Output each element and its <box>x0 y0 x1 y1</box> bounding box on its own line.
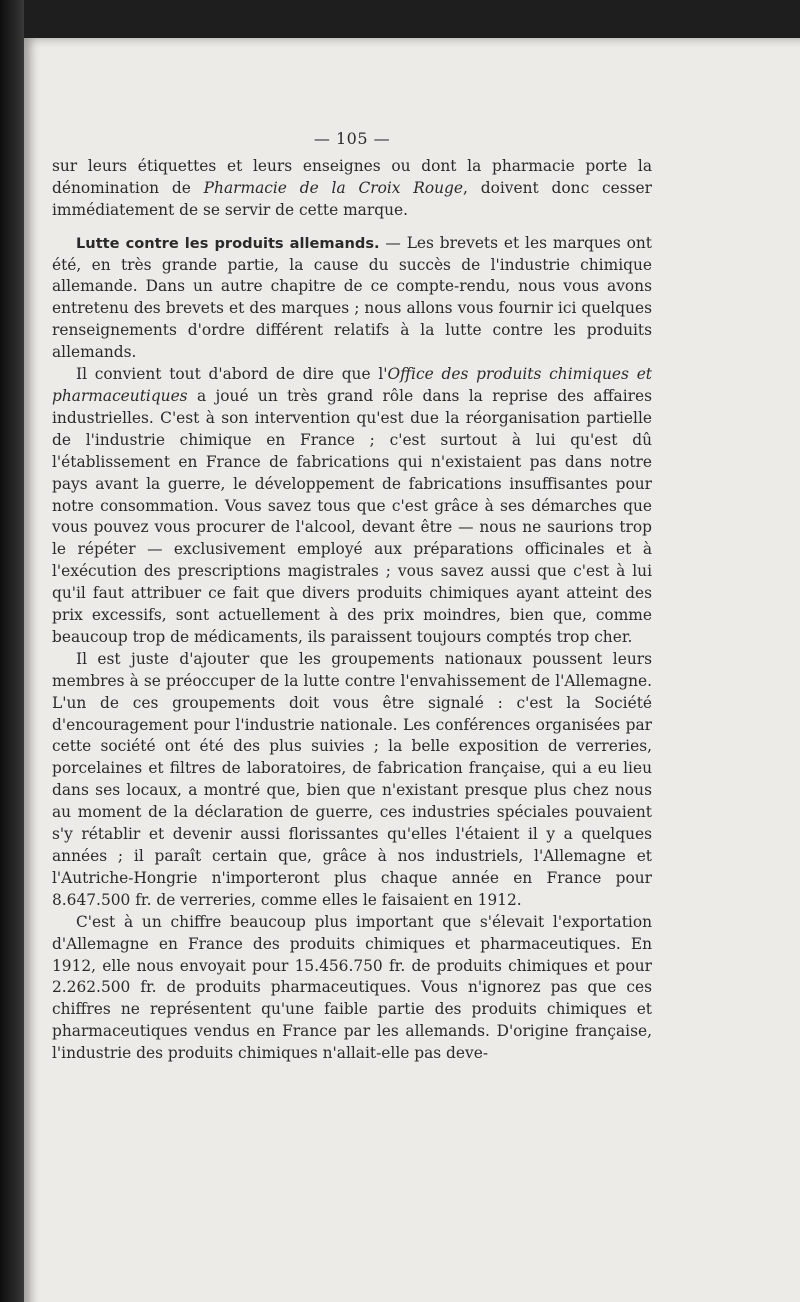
book-binding-edge <box>0 0 24 1302</box>
page-text-block <box>52 128 652 1065</box>
paragraph-4 <box>52 649 652 912</box>
paragraph-1-italic: Pharmacie de la Croix Rouge <box>203 178 464 197</box>
paragraph-2-text: — Les brevets et les marques ont été, en très grande partie, la cause du succès de l'industrie chimique allemande. Dans un autre chapitre de ce compte-rendu, nous vous avons entretenu des brevets et des marques ; nous allons vous fournir ici quelques renseignements d'ordre différent relatifs à la lutte contre les produits allemands. <box>52 233 652 362</box>
section-heading: Lutte contre les produits allemands. <box>76 234 380 252</box>
paragraph-2 <box>52 233 652 364</box>
paragraph-3-text: Il convient tout d'abord de dire que l' <box>76 365 388 384</box>
page-number: — 105 — <box>313 129 391 148</box>
paragraph-1-after: , doivent donc cesser immédiatement de se servir de cette marque. <box>52 178 653 219</box>
paragraph-3-italic: Office des produits chimiques et pharmaceutiques <box>52 365 652 405</box>
paragraph-5 <box>52 912 652 1065</box>
paragraph-1-text: sur leurs étiquettes et leurs enseignes ou dont la pharmacie porte la dénomination de <box>52 156 652 197</box>
paragraph-4-text: Il est juste d'ajouter que les groupements nationaux poussent leurs membres à se préoccuper de la lutte contre l'envahissement de l'Allemagne. L'un de ces groupements doit vous être signalé : c'est la Société d'encouragement pour l'industrie nationale. Les conférences organisées par cette société ont été des plus suivies ; la belle exposition de verreries, porcelaines et filtres de laboratoires, de fabrication française, qui a eu lieu dans ses locaux, a montré que, bien que n'existant presque plus chez nous au moment de la déclaration de guerre, ces industries spéciales pouvaient s'y rétablir et devenir aussi florissantes qu'elles l'étaient il y a quelques années ; il paraît certain que, grâce à nos industriels, l'Allemagne et l'Autriche-Hongrie n'importeront plus chaque année en France pour 8.647.500 fr. de verreries, comme elles le faisaient en 1912. <box>52 649 652 909</box>
paragraph-1 <box>52 156 652 222</box>
paragraph-5-text: C'est à un chiffre beaucoup plus important que s'élevait l'exportation d'Allemagne en France des produits chimiques et pharmaceutiques. En 1912, elle nous envoyait pour 15.456.750 fr. de produits chimiques et pour 2.262.500 fr. de produits pharmaceutiques. Vous n'ignorez pas que ces chiffres ne représentent qu'une faible partie des produits chimiques et pharmaceutiques vendus en France par les allemands. D'origine française, l'industrie des produits chimiques n'allait-elle pas deve- <box>52 912 652 1063</box>
paragraph-3-after: a joué un très grand rôle dans la reprise des affaires industrielles. C'est à son intervention qu'est due la réorganisation partielle de l'industrie chimique en France ; c'est surtout à lui qu'est dû l'établissement en France de fabrications qui n'existaient pas dans notre pays avant la guerre, le développement de fabrications insuffisantes pour notre consommation. Vous savez tous que c'est grâce à ses démarches que vous pouvez vous procurer de l'alcool, devant être — nous ne saurions trop le répéter — exclusivement employé aux préparations officinales et à l'exécution des prescriptions magistrales ; vous savez aussi que c'est à lui qu'il faut attribuer ce fait que divers produits chimiques ayant atteint des prix excessifs, sont actuellement à des prix moindres, bien que, comme beaucoup trop de médicaments, ils paraissent toujours comptés trop cher. <box>52 386 652 646</box>
paragraph-3 <box>52 364 652 649</box>
